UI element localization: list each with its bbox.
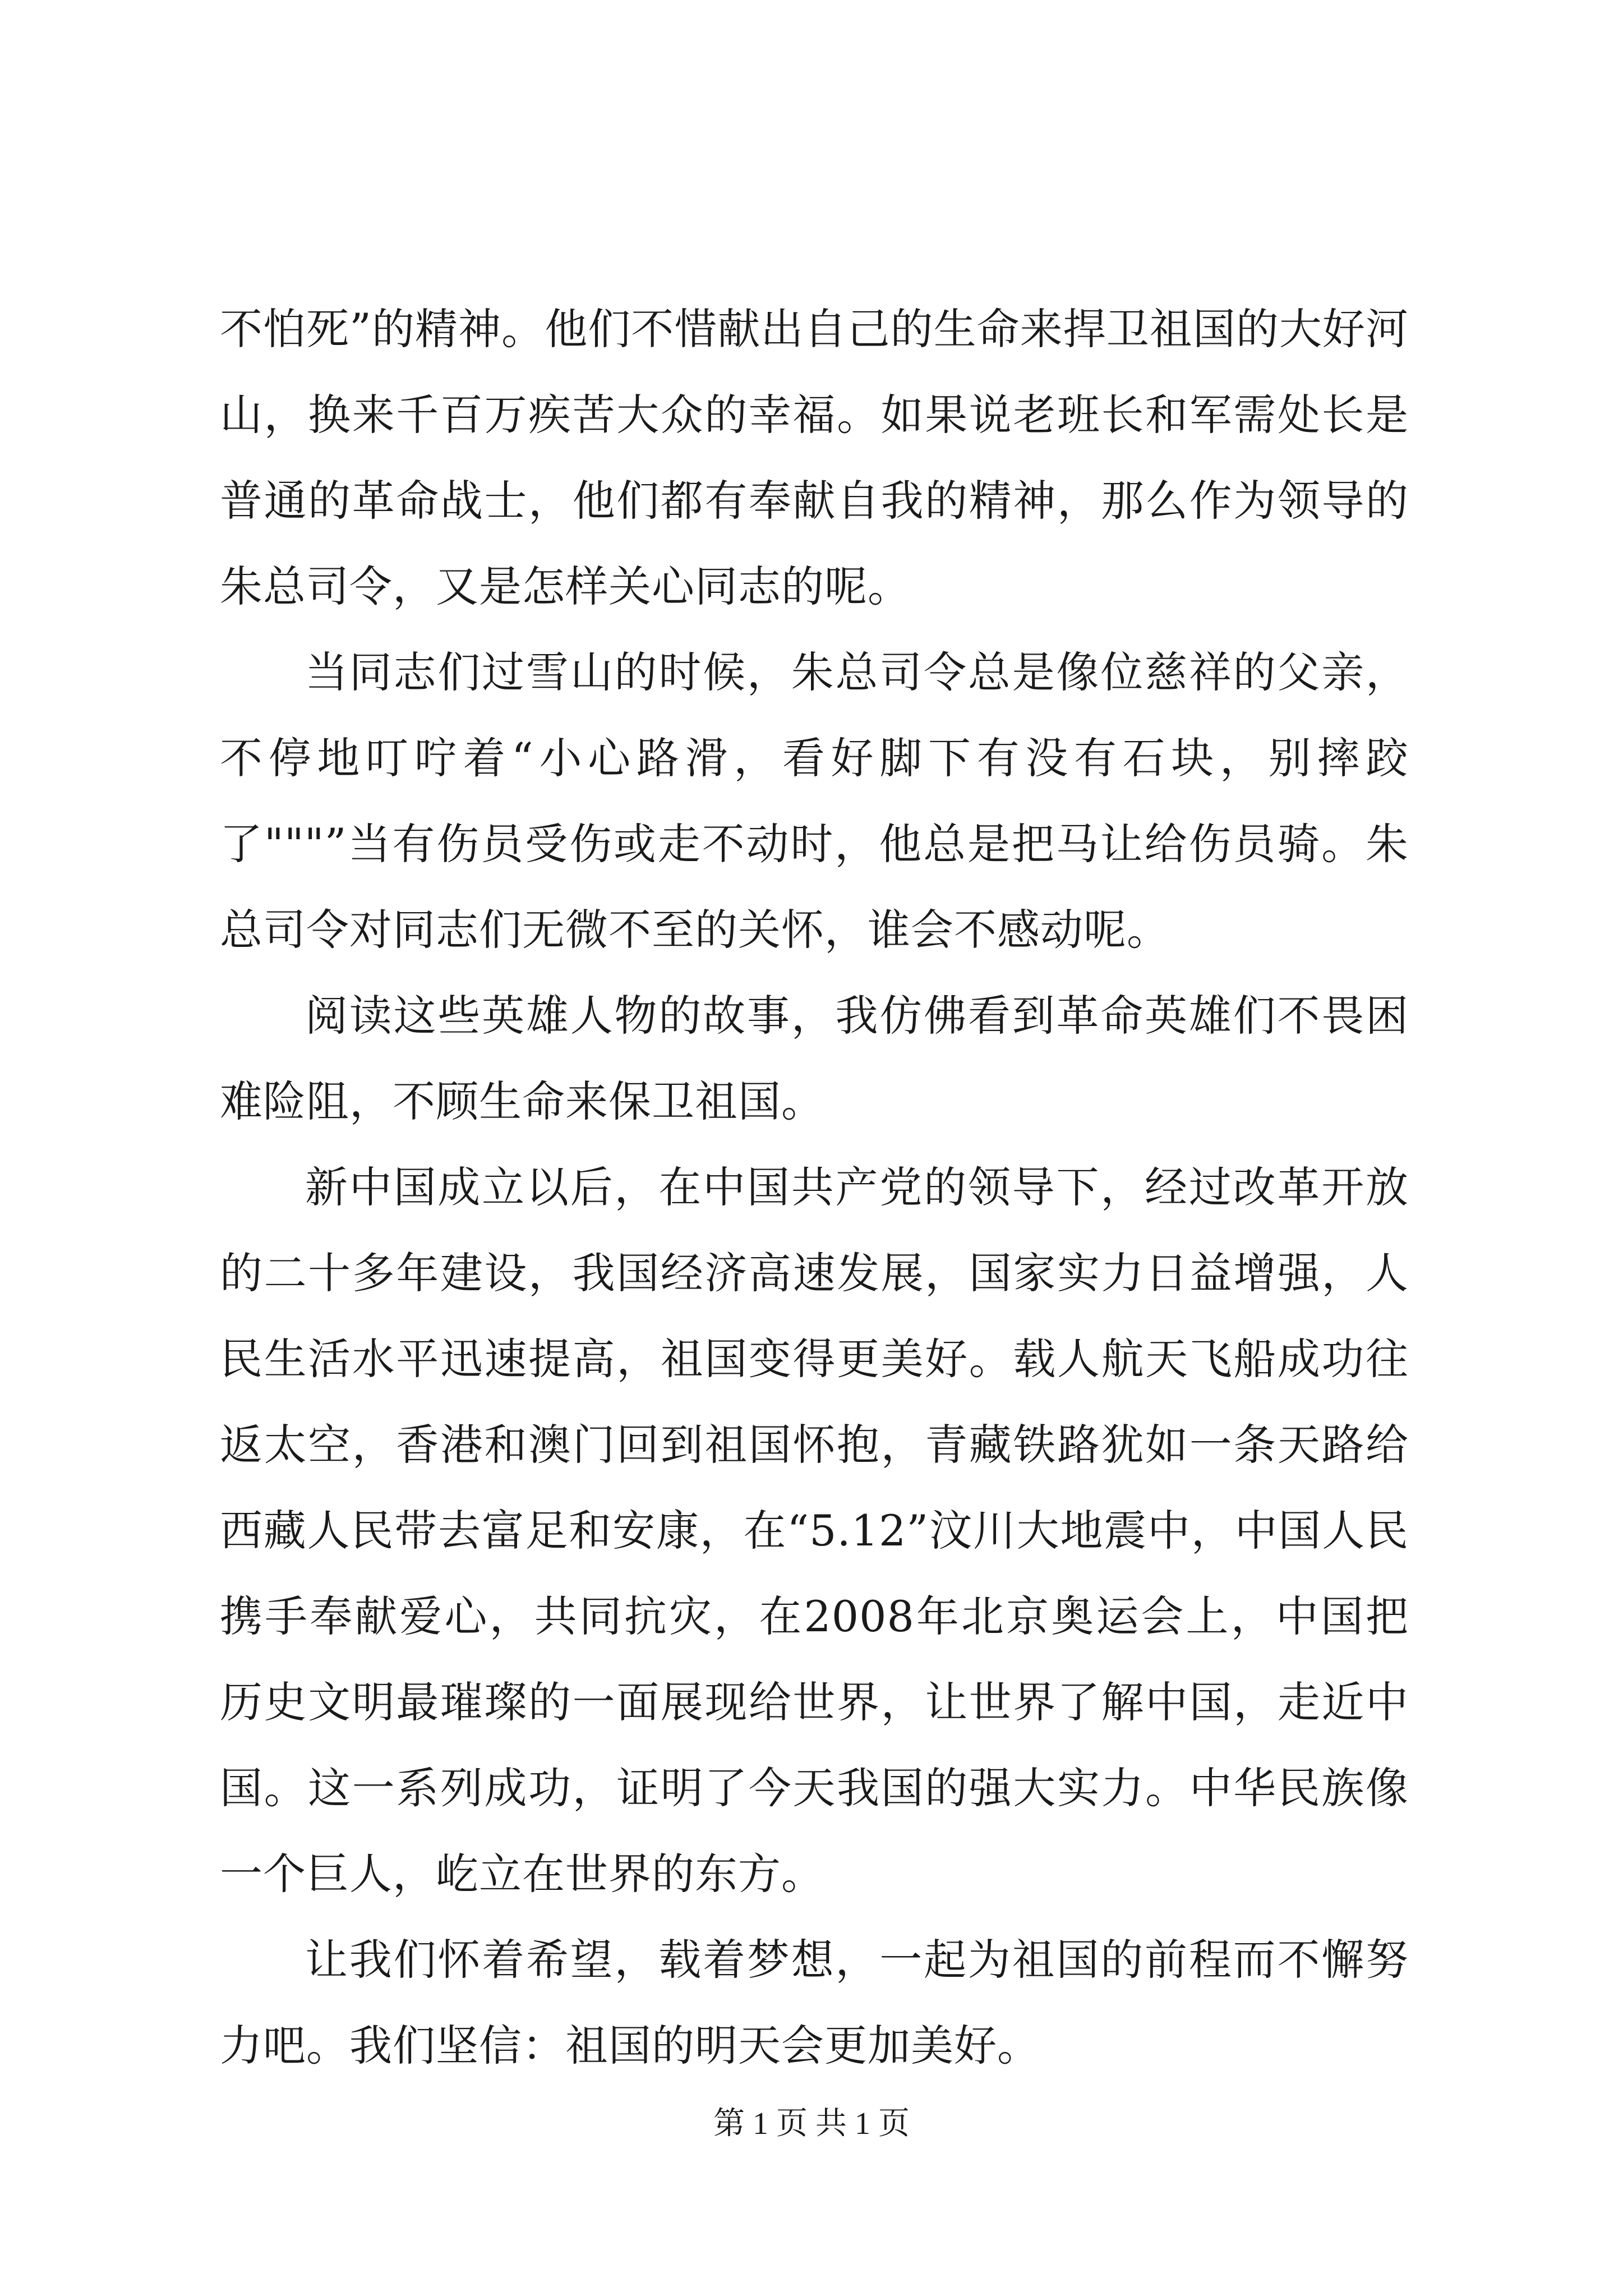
- page-number-footer: 第 1 页 共 1 页: [713, 2106, 910, 2141]
- paragraph-2: 当同志们过雪山的时候，朱总司令总是像位慈祥的父亲，不停地叮咛着“小心路滑，看好脚下有没有石块，别摔跤了"""”当有伤员受伤或走不动时，他总是把马让给伤员骑。朱总司令对同志们无微不至的关怀，谁会不感动呢。: [220, 647, 1409, 955]
- paragraph-1: 不怕死”的精神。他们不惜献出自己的生命来捍卫祖国的大好河山，换来千百万疾苦大众的幸福。如果说老班长和军需处长是普通的革命战士，他们都有奉献自我的精神，那么作为领导的朱总司令，又是怎样关心同志的呢。: [220, 304, 1409, 611]
- paragraph-5: 让我们怀着希望，载着梦想，一起为祖国的前程而不懈努力吧。我们坚信：祖国的明天会更加美好。: [220, 1935, 1409, 2070]
- document-body: [220, 286, 1409, 2088]
- paragraph-4: 新中国成立以后，在中国共产党的领导下，经过改革开放的二十多年建设，我国经济高速发展，国家实力日益增强，人民生活水平迅速提高，祖国变得更美好。载人航天飞船成功往返太空，香港和澳门回到祖国怀抱，青藏铁路犹如一条天路给西藏人民带去富足和安康，在“5.12”汶川大地震中，中国人民携手奉献爱心，共同抗灾，在2008年北京奥运会上，中国把历史文明最璀璨的一面展现给世界，让世界了解中国，走近中国。这一系列成功，证明了今天我国的强大实力。中华民族像一个巨人，屹立在世界的东方。: [220, 1162, 1409, 1899]
- paragraph-3: 阅读这些英雄人物的故事，我仿佛看到革命英雄们不畏困难险阻，不顾生命来保卫祖国。: [220, 991, 1409, 1126]
